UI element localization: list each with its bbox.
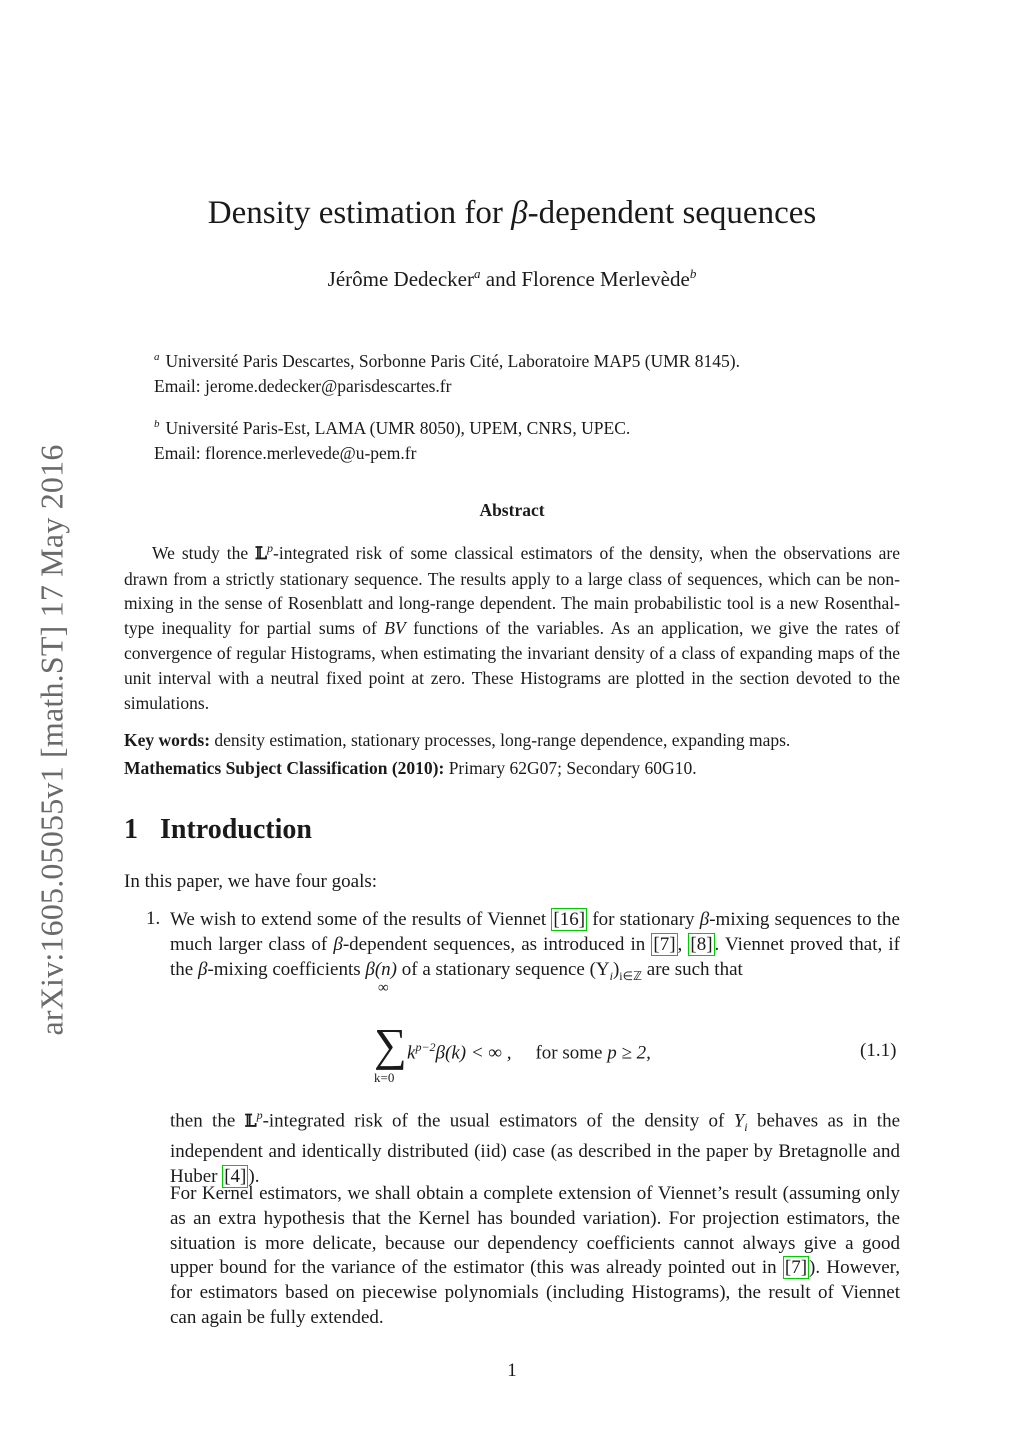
keywords-text: density estimation, stationary processes, long-range dependence, expanding maps.	[210, 730, 791, 750]
page-number: 1	[507, 1360, 517, 1381]
msc-text: Primary 62G07; Secondary 60G10.	[444, 758, 697, 778]
beta-symbol: β	[197, 958, 208, 980]
title-beta: β	[511, 195, 528, 231]
keywords-label: Key words:	[124, 730, 211, 750]
title-part: Density estimation for	[207, 195, 512, 231]
arxiv-side-stamp: arXiv:1605.05055v1 [math.ST] 17 May 2016	[33, 444, 70, 1036]
list-item-number: 1.	[146, 908, 161, 929]
item-text: of a stationary sequence	[397, 958, 590, 980]
equation-number: (1.1)	[860, 1040, 897, 1061]
item-text: We wish to extend some of the results of Viennet	[170, 909, 552, 930]
item-text: -mixing sequences to the much larger class of	[170, 909, 900, 955]
keywords	[124, 728, 914, 753]
title-part: -dependent sequences	[527, 195, 817, 231]
para-text: then the	[170, 1110, 245, 1132]
section-number: 1	[124, 814, 138, 845]
lp-exponent: p	[267, 541, 273, 555]
abstract-text: functions of the variables. As an application, we give the rates of convergence of regular Histograms, when estimating the invariant density of a class of expanding maps of the unit interval with a neutral fixed point at zero. These Histograms are plotted in the section devoted to the simulations.	[124, 618, 900, 713]
lp-symbol: 𝕃	[255, 543, 267, 564]
abstract-text: We study the	[152, 542, 256, 563]
equation-body	[407, 1040, 651, 1064]
math-subscript: i	[609, 968, 613, 983]
math-yi: Y	[733, 1110, 745, 1132]
abstract-heading: Abstract	[479, 500, 545, 520]
msc-label: Mathematics Subject Classification (2010):	[124, 758, 445, 778]
lp-exponent: p	[256, 1108, 263, 1122]
citation-link[interactable]: [4]	[224, 1165, 247, 1187]
math-exponent: p−2	[415, 1040, 436, 1054]
sum-upper-limit: ∞	[378, 980, 389, 996]
affiliation-email: Email: jerome.dedecker@parisdescartes.fr	[154, 375, 452, 396]
section-title: Introduction	[160, 814, 312, 845]
para-text: ). However, for estimators based on piecewise polynomials (including Histograms), the result of Viennet can again be fully extended.	[170, 1257, 900, 1328]
para-text: For Kernel estimators, we shall obtain a complete extension of Viennet’s result (assuming only as an extra hypothesis that the Kernel has bounded variation). For projection estimators, the situation is more delicate, because our dependency coefficients cannot always give a good upper bound for the variance of the estimator (this was already pointed out in	[170, 1183, 900, 1279]
author-sup: a	[474, 266, 481, 281]
math-subscript: i∈ℤ	[619, 968, 643, 983]
intro-paragraph: In this paper, we have four goals:	[124, 871, 378, 892]
author-name: and Florence Merlevède	[480, 267, 690, 291]
item-text: . Viennet proved that, if the	[170, 933, 900, 980]
item-text: -mixing coefficients	[207, 958, 366, 980]
item-text: are such that	[642, 958, 743, 980]
section-heading	[124, 814, 312, 846]
math-subscript: i	[744, 1120, 748, 1135]
affiliation-text: Université Paris Descartes, Sorbonne Paris Cité, Laboratoire MAP5 (UMR 8145).	[165, 350, 740, 371]
msc-classification	[124, 756, 914, 781]
citation-link[interactable]: [16]	[553, 909, 586, 930]
author-name: Jérôme Dedecker	[327, 267, 474, 291]
bv-symbol: BV	[384, 618, 406, 639]
sum-lower-limit: k=0	[374, 1070, 395, 1085]
author-sup: b	[689, 266, 697, 281]
citation-link[interactable]: [8]	[690, 933, 713, 955]
para-text: ).	[248, 1165, 260, 1187]
abstract-text: -integrated risk of some classical estimators of the density, when the observations are drawn from a strictly stationary sequence. The results apply to a large class of sequences, which can be non-mixing in the sense of Rosenblatt and long-range dependent. The main probabilistic tool is a new Rosenthal-type inequality for partial sums of	[124, 542, 901, 639]
math-p-condition: p ≥ 2,	[607, 1042, 651, 1064]
beta-symbol: β	[699, 909, 710, 930]
item-text: -dependent sequences, as introduced in	[342, 933, 652, 955]
affiliation-email: Email: florence.merlevede@u-pem.fr	[154, 442, 417, 463]
abstract-body	[124, 536, 900, 715]
math-yi: )	[612, 958, 620, 980]
paragraph-after-equation	[170, 1103, 900, 1190]
lp-symbol: 𝕃	[244, 1111, 257, 1132]
affiliation-sup: b	[154, 418, 160, 430]
math-beta-n: β(n)	[365, 958, 397, 980]
affiliation-b	[154, 412, 874, 466]
math-k: k	[407, 1042, 416, 1064]
item-text: ,	[677, 933, 689, 955]
paragraph-kernel	[170, 1182, 900, 1331]
citation-link[interactable]: [7]	[784, 1257, 808, 1279]
authors	[0, 266, 1024, 292]
math-beta-k: β(k) < ∞ ,	[435, 1042, 512, 1064]
affiliation-text: Université Paris-Est, LAMA (UMR 8050), UPEM, CNRS, UPEC.	[165, 417, 631, 438]
affiliation-a	[154, 345, 874, 399]
paper-title	[0, 195, 1024, 232]
sum-symbol: ∑	[374, 1019, 407, 1070]
affiliation-sup: a	[154, 351, 160, 363]
list-item	[170, 908, 900, 988]
para-text: behaves as in the independent and identically distributed (iid) case (as described in the paper by Bretagnolle and Huber	[170, 1110, 900, 1187]
para-text: -integrated risk of the usual estimators of the density of	[262, 1110, 734, 1132]
math-yi: (Y	[589, 958, 610, 980]
item-text: for stationary	[587, 909, 700, 930]
equation-condition: for some	[535, 1042, 608, 1064]
citation-link[interactable]: [7]	[653, 933, 676, 955]
beta-symbol: β	[333, 933, 343, 955]
